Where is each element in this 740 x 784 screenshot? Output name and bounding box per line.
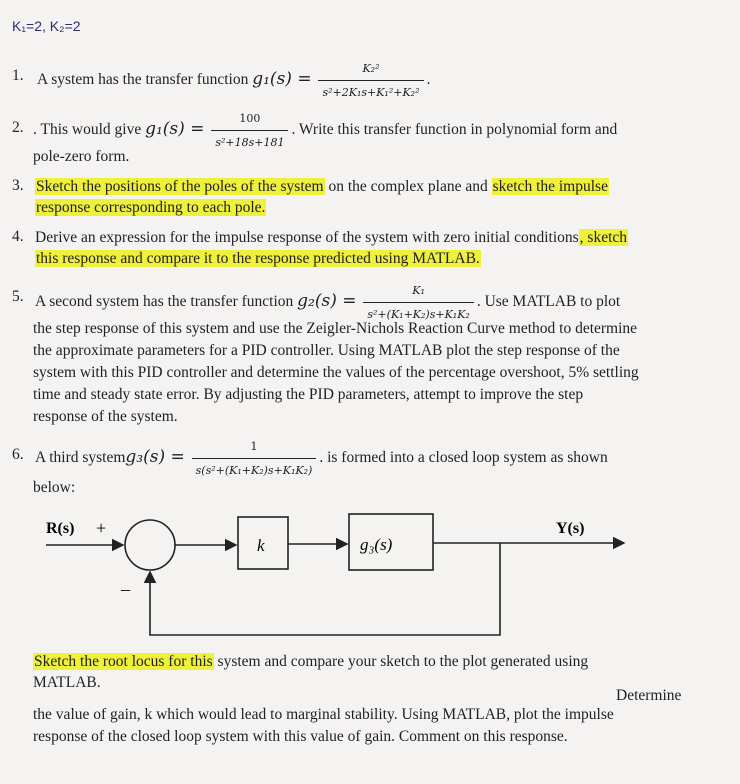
item-5-body-2: the approximate parameters for a PID controller. Using MATLAB plot the step response of the (33, 342, 620, 359)
item-2-line-2: pole-zero form. (33, 148, 130, 165)
plus-sign: + (96, 518, 107, 538)
g2-fraction: $\frac{\text{K₁}}{\text{s²+(K₁+K₂)s+K₁K₂}}$ (363, 280, 473, 325)
minus-sign: – (121, 579, 130, 599)
feedback-path (150, 543, 500, 635)
item-5-body-5: response of the system. (33, 408, 178, 425)
item-4-line: Derive an expression for the impulse response of the system with zero initial conditions, sketch (35, 229, 628, 246)
final-line-1: Sketch the root locus for this system and compare your sketch to the plot generated using (34, 653, 589, 670)
item-5-body-4: time and steady state error. By adjusting the PID parameters, attempt to improve the step (33, 386, 584, 403)
handwritten-parameters: K₁=2, K₂=2 (12, 18, 81, 34)
final-line-4: response of the closed loop system with this value of gain. Comment on this response. (33, 728, 568, 745)
item-2-line: . This would give g₁(s) = $\frac{100}{\text{s²+18s+181}}$ . Write this transfer function in polynomial form and (33, 108, 617, 153)
g1-numeric-fraction: $\frac{100}{\text{s²+18s+181}}$ (211, 108, 288, 153)
item-3-line: Sketch the positions of the poles of the system on the complex plane and sketch the impulse (36, 178, 608, 195)
item-3-number: 3. (12, 177, 24, 194)
item-2-number: 2. (12, 119, 24, 136)
block-diagram (0, 500, 740, 650)
item-5-number: 5. (12, 288, 24, 305)
item-6-line-2: below: (33, 479, 76, 496)
item-1-number: 1. (12, 67, 24, 84)
final-line-3: the value of gain, k which would lead to marginal stability. Using MATLAB, plot the impulse (33, 706, 614, 723)
input-label: R(s) (46, 520, 75, 537)
transfer-function-g1: g₁(s) = (252, 69, 312, 90)
transfer-function-g2: g₂(s) = (297, 291, 357, 312)
item-4-line-2: this response and compare it to the response predicted using MATLAB. (36, 250, 480, 267)
item-5-line: A second system has the transfer function g₂(s) = $\frac{\text{K₁}}{\text{s²+(K₁+K₂)s+K₁K₂}}$ . Use MATLAB to plot (35, 280, 620, 325)
item-5-body-1: the step response of this system and use the Zeigler-Nichols Reaction Curve method to determine (33, 320, 638, 337)
plant-label: g₃(s) (360, 535, 393, 554)
g3-fraction: $\frac{1}{\text{s(s²+(K₁+K₂)s+K₁K₂)}}$ (192, 436, 317, 481)
transfer-function-g3: g₃(s) = (125, 447, 185, 468)
item-4-number: 4. (12, 228, 24, 245)
output-label: Y(s) (556, 520, 585, 537)
item-1-line: A system has the transfer function g₁(s) = $\frac{\text{K₂²}}{\text{s²+2K₁s+K₁²+K₂²}}$ . (37, 58, 430, 103)
summing-junction (125, 520, 175, 570)
final-line-2: MATLAB. (33, 674, 101, 691)
g1-fraction: $\frac{\text{K₂²}}{\text{s²+2K₁s+K₁²+K₂²}}$ (318, 58, 423, 103)
final-determine: Determine (616, 687, 682, 704)
item-6-line: A third systemg₃(s) = $\frac{1}{\text{s(s²+(K₁+K₂)s+K₁K₂)}}$ . is formed into a closed loop system as shown (35, 436, 608, 481)
item-3-line-2: response corresponding to each pole. (36, 199, 266, 216)
item-6-number: 6. (12, 446, 24, 463)
gain-label: k (257, 536, 265, 555)
item-5-body-3: system with this PID controller and determine the values of the percentage overshoot, 5% settling (33, 364, 639, 381)
